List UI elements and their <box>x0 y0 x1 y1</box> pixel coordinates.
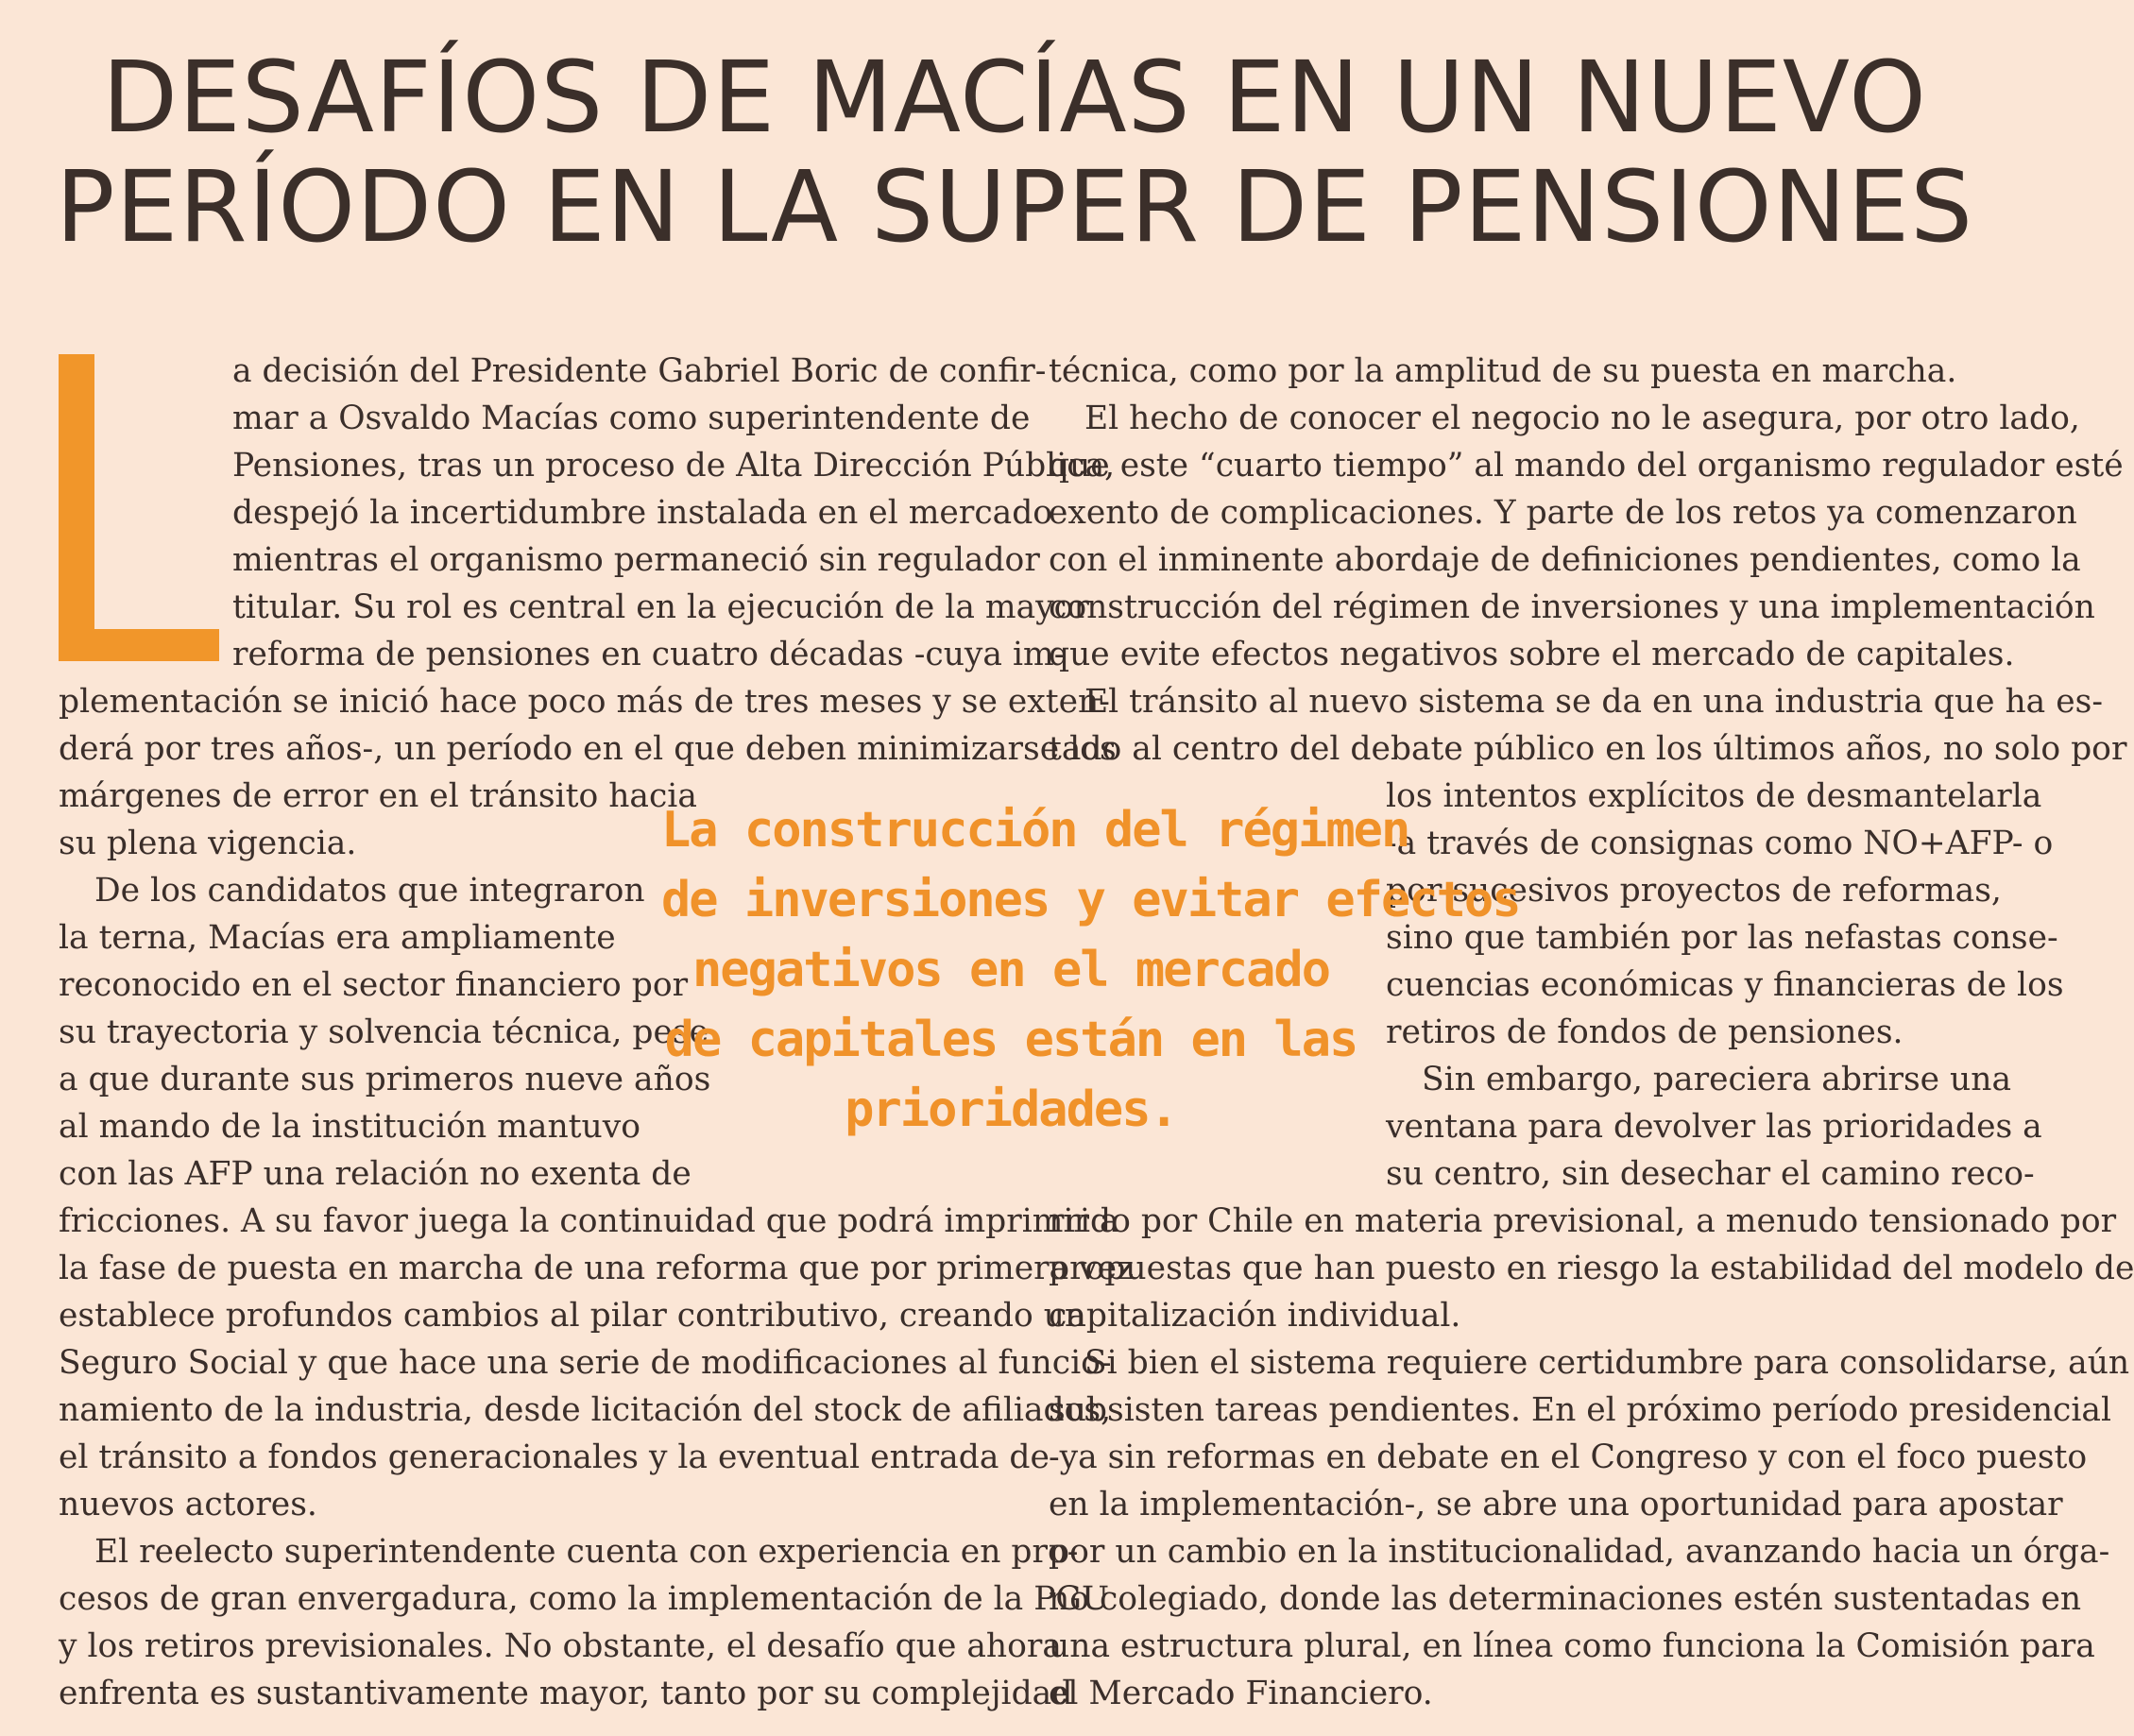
text-line: Sin embargo, pareciera abrirse una <box>1422 1061 2012 1098</box>
text-line: titular. Su rol es central en la ejecución de la mayor <box>232 588 1089 626</box>
text-line: con las AFP una relación no exenta de <box>59 1155 691 1193</box>
text-line: su centro, sin desechar el camino reco- <box>1386 1155 2035 1193</box>
text-line: sino que también por las nefastas conse- <box>1386 919 2058 957</box>
pull-quote <box>661 795 1520 1145</box>
text-line: namiento de la industria, desde licitación del stock de afiliados, <box>59 1391 1112 1429</box>
text-line: El hecho de conocer el negocio no le asegura, por otro lado, <box>1084 400 2080 437</box>
text-line: por sucesivos proyectos de reformas, <box>1386 872 2002 910</box>
text-line: que evite efectos negativos sobre el mercado de capitales. <box>1049 636 2015 673</box>
text-line: tado al centro del debate público en los últimos años, no solo por <box>1049 730 2127 768</box>
article-title <box>0 40 2029 264</box>
text-line: no colegiado, donde las determinaciones estén sustentadas en <box>1049 1580 2082 1618</box>
text-line: por un cambio en la institucionalidad, avanzando hacia un órga- <box>1049 1533 2110 1571</box>
text-line: su trayectoria y solvencia técnica, pese <box>59 1013 709 1051</box>
text-line: rrido por Chile en materia previsional, a menudo tensionado por <box>1049 1202 2117 1240</box>
text-line: una estructura plural, en línea como funciona la Comisión para <box>1049 1627 2095 1665</box>
text-line: en la implementación-, se abre una oportunidad para apostar <box>1049 1486 2063 1523</box>
text-line: El reelecto superintendente cuenta con experiencia en pro- <box>94 1533 1079 1571</box>
text-line: subsisten tareas pendientes. En el próximo período presidencial <box>1049 1391 2112 1429</box>
text-line: y los retiros previsionales. No obstante, el desafío que ahora <box>59 1627 1062 1665</box>
text-line: retiros de fondos de pensiones. <box>1386 1013 1904 1051</box>
pull-quote-line: de capitales están en las <box>664 1012 1357 1068</box>
text-line: despejó la incertidumbre instalada en el mercado <box>232 494 1053 532</box>
title-line-2: PERÍODO EN LA SUPER DE PENSIONES <box>55 149 1974 264</box>
text-line: propuestas que han puesto en riesgo la estabilidad del modelo de <box>1049 1250 2134 1287</box>
text-line: Seguro Social y que hace una serie de modificaciones al funcio- <box>59 1344 1112 1382</box>
pull-quote-line: negativos en el mercado <box>691 942 1330 998</box>
pull-quote-line: prioridades. <box>845 1081 1177 1138</box>
text-line: los intentos explícitos de desmantelarla <box>1386 777 2042 815</box>
text-line: -ya sin reformas en debate en el Congreso y con el foco puesto <box>1049 1438 2088 1476</box>
text-line: El tránsito al nuevo sistema se da en una industria que ha es- <box>1084 683 2103 721</box>
text-line: ventana para devolver las prioridades a <box>1386 1108 2042 1146</box>
text-line: reconocido en el sector financiero por <box>59 966 689 1004</box>
text-line: a que durante sus primeros nueve años <box>59 1061 711 1098</box>
text-line: fricciones. A su favor juega la continuidad que podrá imprimir a <box>59 1202 1119 1240</box>
text-line: que este “cuarto tiempo” al mando del organismo regulador esté <box>1049 447 2124 485</box>
text-line: la terna, Macías era ampliamente <box>59 919 616 957</box>
text-line: su plena vigencia. <box>59 825 357 862</box>
text-line: el tránsito a fondos generacionales y la eventual entrada de <box>59 1438 1050 1476</box>
text-line: plementación se inició hace poco más de tres meses y se exten- <box>59 683 1110 721</box>
text-line: establece profundos cambios al pilar contributivo, creando un <box>59 1297 1086 1335</box>
text-line: a decisión del Presidente Gabriel Boric de confir- <box>232 352 1047 390</box>
text-line: cuencias económicas y financieras de los <box>1386 966 2064 1004</box>
text-line: mientras el organismo permaneció sin regulador <box>232 541 1040 579</box>
text-line: el Mercado Financiero. <box>1049 1675 1433 1712</box>
pull-quote-line: La construcción del régimen <box>661 802 1409 859</box>
title-line-1: DESAFÍOS DE MACÍAS EN UN NUEVO <box>101 40 1928 155</box>
text-line: Pensiones, tras un proceso de Alta Dirección Pública, <box>232 447 1116 485</box>
text-line: construcción del régimen de inversiones y una implementación <box>1049 588 2095 626</box>
text-line: cesos de gran envergadura, como la implementación de la PGU <box>59 1580 1110 1618</box>
text-line: mar a Osvaldo Macías como superintendente de <box>232 400 1031 437</box>
text-line: capitalización individual. <box>1049 1297 1461 1335</box>
text-line: la fase de puesta en marcha de una reforma que por primera vez <box>59 1250 1135 1287</box>
text-line: derá por tres años-, un período en el que deben minimizarse los <box>59 730 1117 768</box>
text-line: exento de complicaciones. Y parte de los retos ya comenzaron <box>1049 494 2077 532</box>
text-line: Si bien el sistema requiere certidumbre para consolidarse, aún <box>1084 1344 2130 1382</box>
text-line: nuevos actores. <box>59 1486 317 1523</box>
text-line: De los candidatos que integraron <box>94 872 645 910</box>
text-line: reforma de pensiones en cuatro décadas -cuya im- <box>232 636 1066 673</box>
text-line: enfrenta es sustantivamente mayor, tanto por su complejidad <box>59 1675 1073 1712</box>
pull-quote-line: de inversiones y evitar efectos <box>661 872 1520 928</box>
text-line: con el inminente abordaje de definiciones pendientes, como la <box>1049 541 2081 579</box>
text-line: al mando de la institución mantuvo <box>59 1108 641 1146</box>
text-line: técnica, como por la amplitud de su puesta en marcha. <box>1049 352 1957 390</box>
text-line: -a través de consignas como NO+AFP- o <box>1386 825 2054 862</box>
text-line: márgenes de error en el tránsito hacia <box>59 777 697 815</box>
